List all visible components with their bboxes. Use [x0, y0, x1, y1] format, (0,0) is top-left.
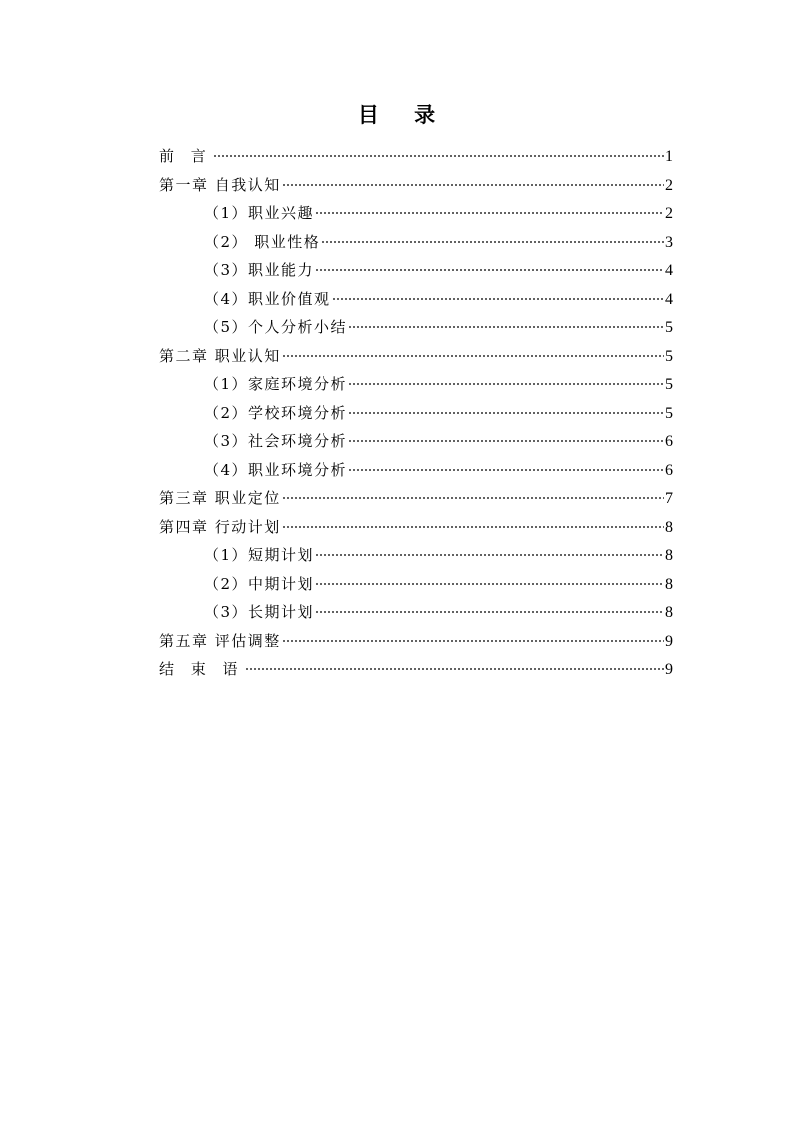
- toc-entry-label: （2） 职业性格: [204, 232, 321, 251]
- toc-dot-leader: [321, 241, 664, 243]
- toc-dot-leader: [315, 611, 664, 613]
- toc-entry-label: （3）职业能力: [204, 261, 315, 279]
- toc-entry-label: （3）社会环境分析: [204, 432, 348, 450]
- toc-dot-leader: [332, 298, 664, 300]
- toc-entry[interactable]: [159, 456, 673, 485]
- toc-dot-leader: [282, 497, 664, 499]
- toc-entry[interactable]: [159, 598, 673, 627]
- toc-page-number: 5: [665, 319, 673, 336]
- toc-dot-leader: [348, 469, 664, 471]
- toc-entry[interactable]: [159, 142, 673, 171]
- toc-entry[interactable]: [159, 541, 673, 570]
- toc-page-number: 8: [665, 518, 673, 536]
- toc-page-number: 2: [665, 205, 673, 222]
- toc-dot-leader: [348, 412, 664, 414]
- toc-entry[interactable]: [159, 513, 673, 542]
- toc-entry-label: 结 束 语: [159, 660, 244, 678]
- toc-dot-leader: [245, 668, 664, 670]
- toc-title: 目 录: [357, 102, 450, 127]
- toc-entry[interactable]: [159, 655, 673, 684]
- toc-entry-label: （2）学校环境分析: [204, 403, 348, 422]
- toc-entry-label: （3）长期计划: [204, 603, 315, 621]
- toc-page-number: 8: [665, 547, 673, 564]
- toc-entry-label: （1）家庭环境分析: [204, 375, 348, 393]
- toc-page-number: 2: [665, 176, 673, 194]
- toc-entry-label: （1）短期计划: [204, 546, 315, 564]
- toc-entry[interactable]: [159, 484, 673, 513]
- table-of-contents: [159, 142, 673, 684]
- toc-entry[interactable]: [159, 342, 673, 371]
- toc-page-number: 9: [665, 661, 673, 678]
- toc-entry-label: （1）职业兴趣: [204, 204, 315, 222]
- toc-dot-leader: [282, 640, 664, 642]
- toc-entry[interactable]: [159, 399, 673, 428]
- toc-entry[interactable]: [159, 570, 673, 599]
- toc-dot-leader: [282, 184, 664, 186]
- toc-dot-leader: [315, 212, 664, 214]
- toc-entry-label: （2）中期计划: [204, 574, 315, 593]
- toc-page-number: 4: [665, 290, 673, 308]
- toc-entry-label: 第一章 自我认知: [159, 175, 281, 194]
- toc-page-number: 7: [665, 490, 673, 507]
- toc-entry[interactable]: [159, 256, 673, 285]
- toc-page-number: 6: [665, 433, 673, 450]
- toc-entry[interactable]: [159, 370, 673, 399]
- toc-dot-leader: [282, 526, 664, 528]
- toc-page-number: 8: [665, 604, 673, 621]
- toc-dot-leader: [348, 383, 664, 385]
- toc-page-number: 1: [665, 148, 673, 165]
- toc-dot-leader: [315, 554, 664, 556]
- toc-entry-label: 第三章 职业定位: [159, 489, 281, 507]
- toc-dot-leader: [348, 440, 664, 442]
- toc-entry-label: 前 言: [159, 147, 212, 165]
- toc-dot-leader: [315, 269, 664, 271]
- toc-page-number: 5: [665, 376, 673, 393]
- toc-page-number: 5: [665, 347, 673, 365]
- toc-entry[interactable]: [159, 171, 673, 200]
- toc-dot-leader: [282, 355, 664, 357]
- toc-entry[interactable]: [159, 228, 673, 257]
- toc-page-number: 8: [665, 575, 673, 593]
- toc-entry-label: 第五章 评估调整: [159, 631, 281, 650]
- toc-page-number: 6: [665, 461, 673, 479]
- toc-page-number: 4: [665, 262, 673, 279]
- toc-entry-label: （4）职业价值观: [204, 289, 331, 308]
- toc-entry-label: （4）职业环境分析: [204, 460, 348, 479]
- toc-page-number: 3: [665, 233, 673, 251]
- toc-entry[interactable]: [159, 199, 673, 228]
- toc-dot-leader: [315, 583, 664, 585]
- toc-entry-label: （5）个人分析小结: [204, 318, 348, 336]
- toc-entry[interactable]: [159, 427, 673, 456]
- toc-dot-leader: [213, 155, 664, 157]
- toc-page-number: 5: [665, 404, 673, 422]
- toc-entry-label: 第四章 行动计划: [159, 517, 281, 536]
- toc-entry[interactable]: [159, 627, 673, 656]
- toc-page-number: 9: [665, 632, 673, 650]
- toc-entry[interactable]: [159, 313, 673, 342]
- toc-entry-label: 第二章 职业认知: [159, 346, 281, 365]
- toc-dot-leader: [348, 326, 664, 328]
- toc-entry[interactable]: [159, 285, 673, 314]
